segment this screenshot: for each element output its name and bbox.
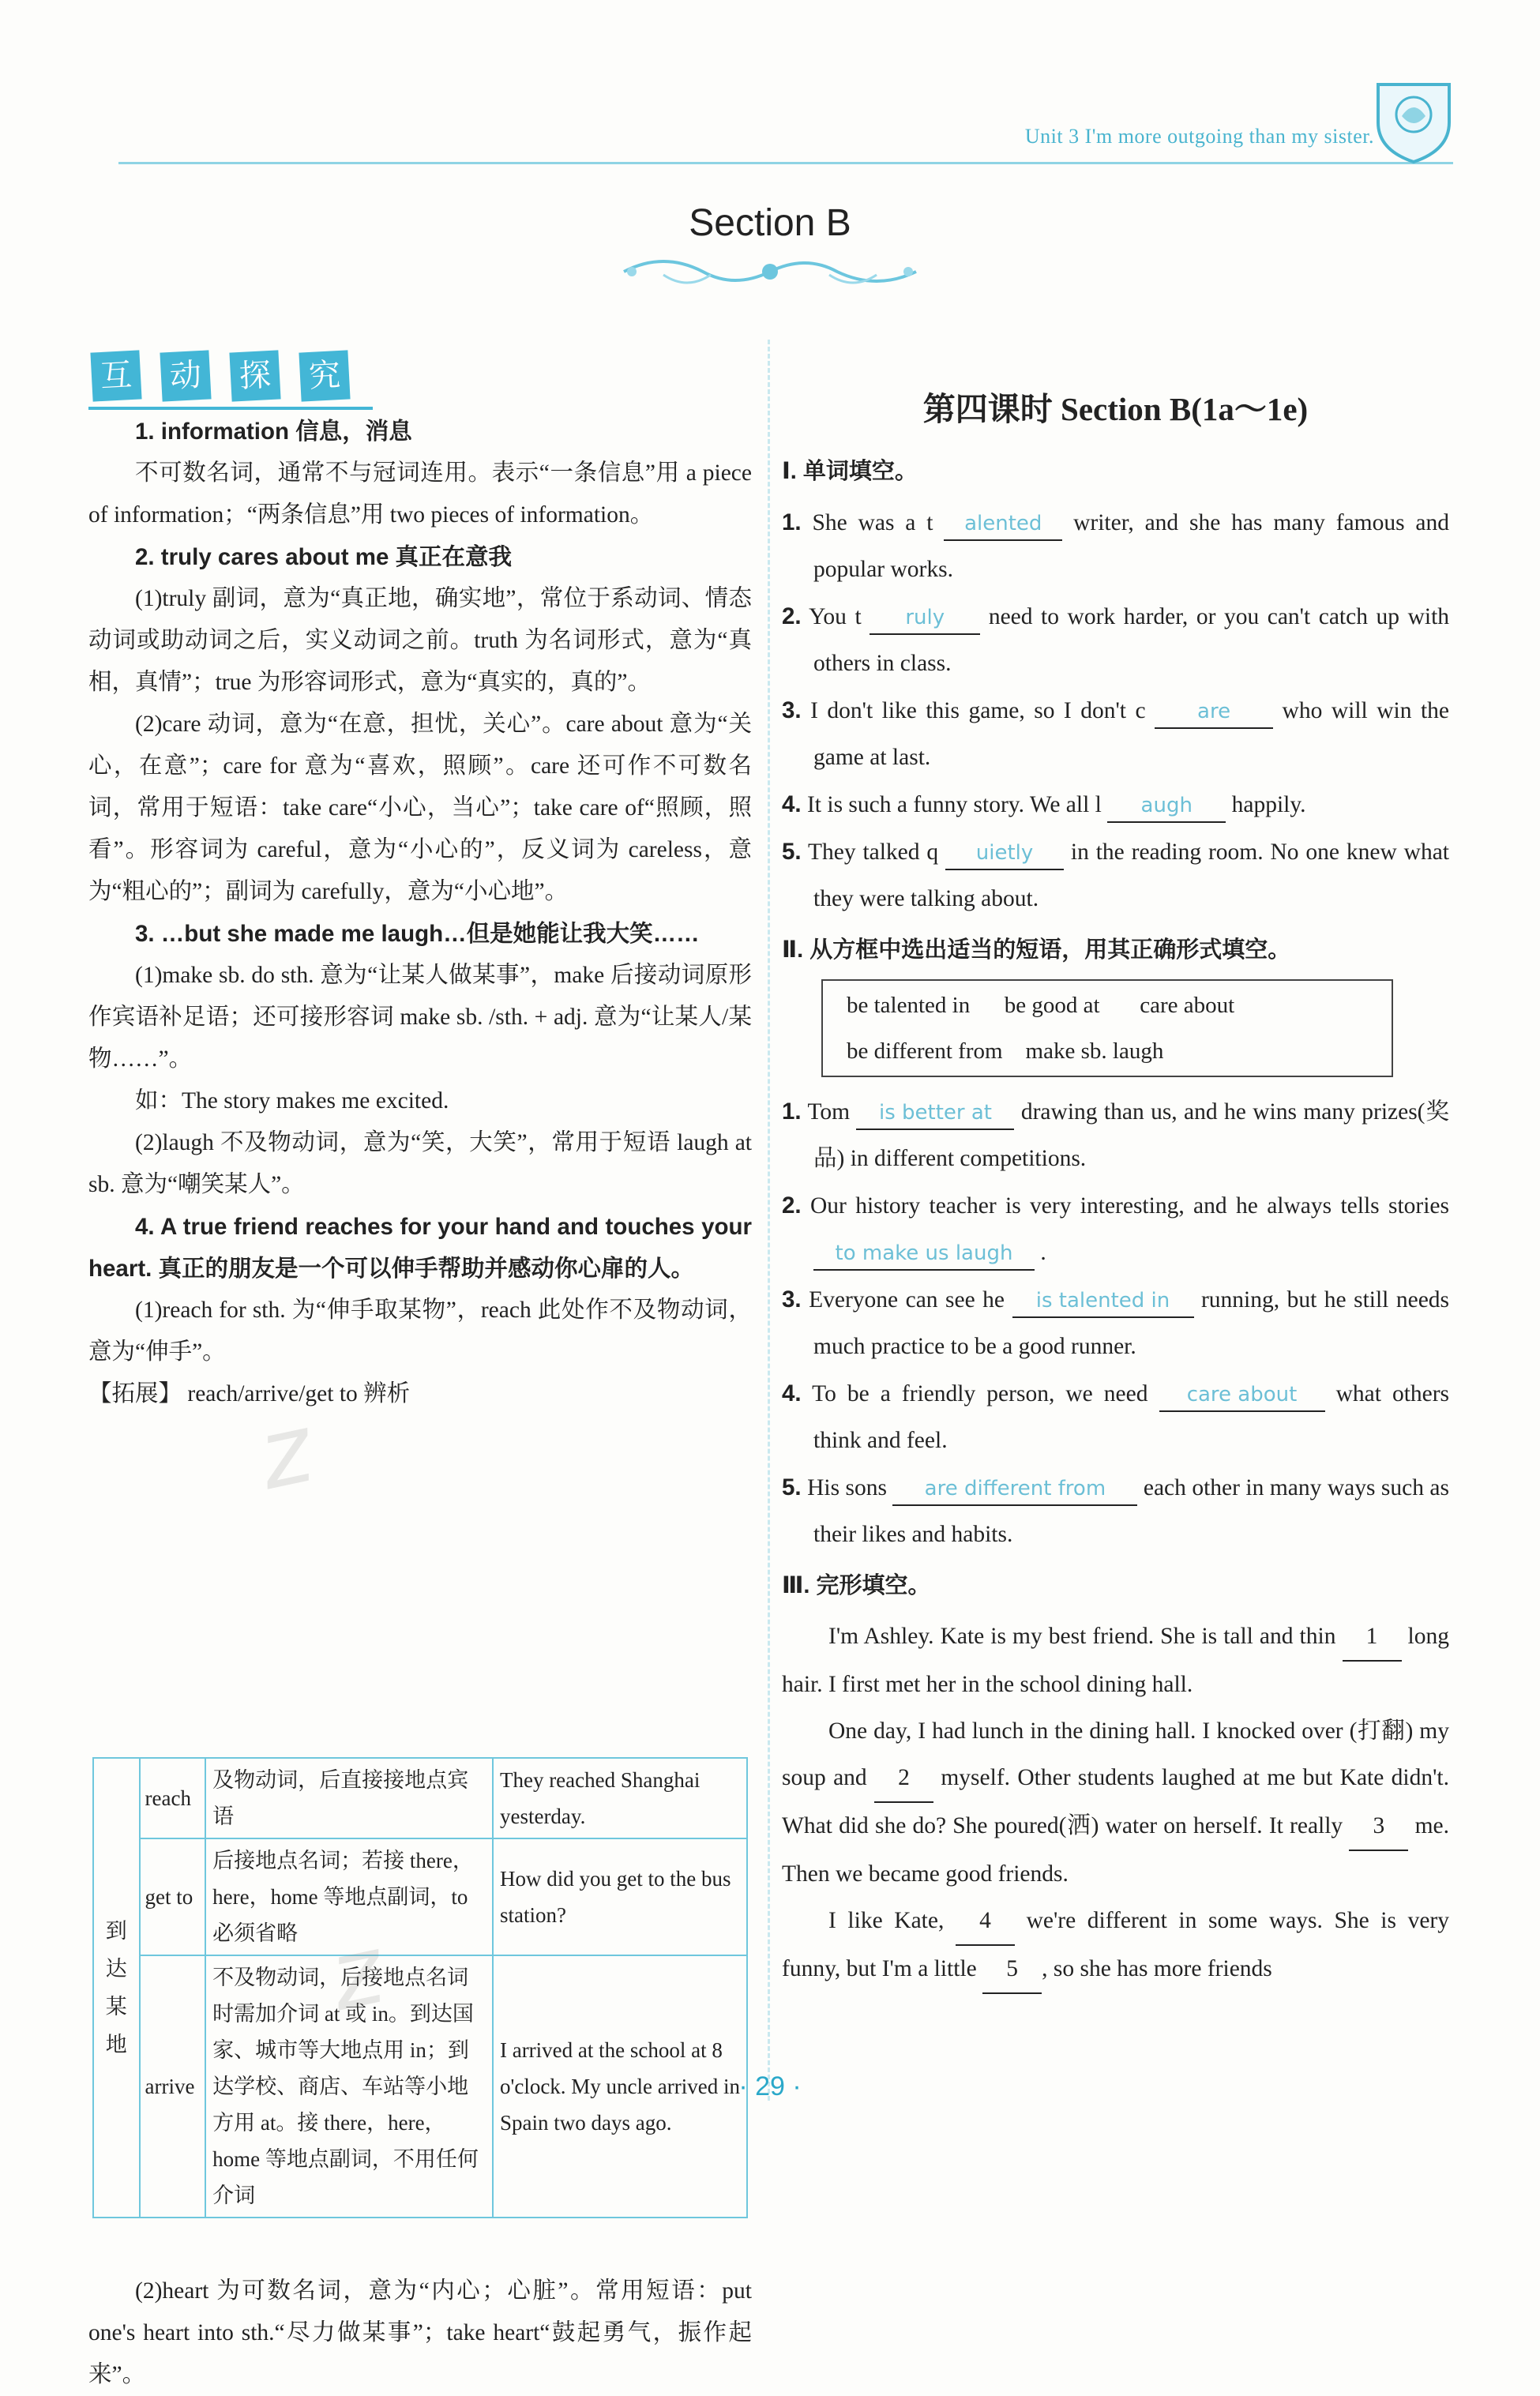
question-item <box>782 781 1449 828</box>
note-paragraph: 【拓展】 reach/arrive/get to 辨析 <box>88 1381 411 1406</box>
table-desc: 不及物动词，后接地点名词时需加介词 at 或 in。到达国家、城市等大地点用 in；到达学校、商店、车站等小地方用 at。接 there，here，home 等地点副词，不用任何介词 <box>205 1955 493 2218</box>
question-item <box>782 1370 1449 1464</box>
cloze-blank[interactable]: 2 <box>874 1755 933 1803</box>
cloze-blank[interactable]: 4 <box>956 1898 1015 1946</box>
watermark-mark: z <box>250 1393 321 1512</box>
note-heading: 2. truly cares about me 真正在意我 <box>135 544 513 570</box>
table-word: reach <box>140 1758 206 1838</box>
answer-blank[interactable]: to make us laugh <box>813 1237 1035 1271</box>
cloze-blank[interactable]: 1 <box>1343 1613 1402 1662</box>
note-paragraph: 不可数名词，通常不与冠词连用。表示“一条信息”用 a piece of information；“两条信息”用 two pieces of information。 <box>88 460 752 528</box>
exercise-column <box>782 383 1449 1994</box>
phrase-box-line: be different from make sb. laugh <box>847 1038 1164 1064</box>
question-text: happily. <box>1231 792 1306 817</box>
phrase-box-line: be talented in be good at care about <box>847 993 1235 1018</box>
question-number: 2. <box>782 1192 802 1219</box>
question-item <box>782 499 1449 593</box>
question-item <box>782 1276 1449 1370</box>
unit-header: Unit 3 I'm more outgoing than my sister. <box>1024 125 1374 148</box>
question-number: 3. <box>782 697 802 723</box>
question-text: what others think and feel. <box>813 1381 1450 1453</box>
table-example: How did you get to the bus station? <box>493 1838 747 1955</box>
question-number: 3. <box>782 1286 802 1313</box>
page-number: · 29 · <box>738 2071 802 2101</box>
answer-blank[interactable]: are different from <box>892 1473 1137 1506</box>
table-word: arrive <box>140 1955 206 2218</box>
lesson-title: 第四课时 Section B(1a～1e) <box>922 391 1309 427</box>
question-number: 2. <box>782 603 802 629</box>
explore-notes <box>88 411 752 1415</box>
question-number: 5. <box>782 1474 802 1500</box>
question-text: His sons <box>807 1475 887 1500</box>
question-text: who will win the game at last. <box>813 698 1449 770</box>
question-text: drawing than us, and he wins many prizes(奖品) in different competitions. <box>813 1099 1450 1171</box>
answer-blank[interactable]: is better at <box>856 1097 1014 1130</box>
part3-title: Ⅲ. 完形填空。 <box>782 1573 931 1598</box>
question-number: 4. <box>782 791 802 817</box>
note-heading: 4. A true friend reaches for your hand and touches your heart. 真正的朋友是一个可以伸手帮助并感动你心扉的人。 <box>88 1214 752 1282</box>
question-number: 4. <box>782 1380 802 1406</box>
question-item <box>782 1088 1449 1182</box>
question-text: running, but he still needs much practice to be a good runner. <box>813 1287 1450 1359</box>
table-desc: 及物动词，后直接接地点宾语 <box>205 1758 493 1838</box>
note-paragraph: 如：The story makes me excited. <box>135 1088 449 1114</box>
question-text: It is such a funny story. We all l <box>806 792 1102 817</box>
table-word: get to <box>140 1838 206 1955</box>
answer-blank[interactable]: are <box>1155 696 1273 729</box>
note-heading: 3. …but she made me laugh…但是她能让我大笑…… <box>135 921 700 947</box>
question-text: To be a friendly person, we need <box>812 1381 1148 1406</box>
answer-blank[interactable]: alented <box>944 508 1062 541</box>
word-fill-list <box>782 499 1449 922</box>
table-example: I arrived at the school at 8 o'clock. My uncle arrived in Spain two days ago. <box>493 1955 747 2218</box>
answer-blank[interactable]: uietly <box>945 837 1064 870</box>
note-paragraph: (2)care 动词，意为“在意，担忧，关心”。care about 意为“关心，在意”；care for 意为“喜欢，照顾”。care 还可作不可数名词，常用于短语：take care“小心，当心”；take care of“照顾，照看”。形容词为 careful，意为“小心的”，反义词为 careless，意为“粗心的”；副词为 carefully，意为“小心地”。 <box>88 712 752 904</box>
question-item <box>782 828 1449 922</box>
banner-char: 动 <box>160 350 211 401</box>
reach-arrive-get-table <box>92 1757 748 2218</box>
watermark-mark: z <box>321 1914 393 2034</box>
table-desc: 后接地点名词；若接 there，here，home 等地点副词，to 必须省略 <box>205 1838 493 1955</box>
decorative-flourish-icon <box>616 251 924 292</box>
answer-blank[interactable]: care about <box>1159 1379 1325 1412</box>
question-number: 1. <box>782 1098 802 1125</box>
note-paragraph: (1)make sb. do sth. 意为“让某人做某事”，make 后接动词原形作宾语补足语；还可接形容词 make sb. /sth. + adj. 意为“让某人/某物……”。 <box>88 963 752 1072</box>
answer-blank[interactable]: is talented in <box>1012 1285 1194 1318</box>
cloze-paragraph: One day, I had lunch in the dining hall. I knocked over (打翻) my soup and 2 myself. Other students laughed at me but Kate didn't. What did she do? She poured(洒) water on herself. It really 3 me. Then we became good friends. <box>782 1718 1450 1887</box>
question-text: in the reading room. No one knew what they were talking about. <box>813 839 1449 911</box>
question-text: need to work harder, or you can't catch up with others in class. <box>813 604 1450 676</box>
question-text: each other in many ways such as their likes and habits. <box>813 1475 1449 1547</box>
part1-title: Ⅰ. 单词填空。 <box>782 459 918 484</box>
question-text: . <box>1040 1240 1046 1265</box>
banner-char: 究 <box>299 350 350 401</box>
heart-note: (2)heart 为可数名词，意为“内心；心脏”。常用短语：put one's heart into sth.“尽力做某事”；take heart“鼓起勇气，振作起来”。 <box>88 2278 752 2387</box>
phrase-box <box>821 979 1393 1077</box>
question-number: 5. <box>782 839 802 865</box>
note-heading: 1. information 信息，消息 <box>135 419 412 445</box>
school-badge-icon <box>1370 75 1457 166</box>
cloze-paragraph: I'm Ashley. Kate is my best friend. She is tall and thin 1 long hair. I first met her in the school dining hall. <box>782 1613 1449 1708</box>
cloze-blank[interactable]: 3 <box>1349 1803 1408 1851</box>
question-text: They talked q <box>807 839 939 865</box>
phrase-fill-list <box>782 1088 1449 1558</box>
question-text: She was a t <box>812 510 933 535</box>
question-text: Our history teacher is very interesting, and he always tells stories <box>809 1193 1450 1219</box>
note-paragraph: (1)reach for sth. 为“伸手取某物”，reach 此处作不及物动词，意为“伸手”。 <box>88 1298 752 1365</box>
explore-banner <box>88 351 373 407</box>
part2-title: Ⅱ. 从方框中选出适当的短语，用其正确形式填空。 <box>782 937 1291 963</box>
question-text: Tom <box>807 1099 851 1125</box>
question-item <box>782 593 1449 687</box>
table-example: They reached Shanghai yesterday. <box>493 1758 747 1838</box>
answer-blank[interactable]: augh <box>1107 790 1226 823</box>
note-paragraph: (2)laugh 不及物动词，意为“笑，大笑”，常用于短语 laugh at sb. 意为“嘲笑某人”。 <box>88 1130 752 1197</box>
table-category: 到达某地 <box>93 1758 140 2218</box>
question-item <box>782 1182 1449 1276</box>
column-divider <box>768 340 770 2101</box>
question-text: I don't like this game, so I don't c <box>810 698 1146 723</box>
section-title: Section B <box>689 202 851 244</box>
note-paragraph: (1)truly 副词，意为“真正地，确实地”，常位于系动词、情态动词或助动词之后，实义动词之前。truth 为名词形式，意为“真相，真情”；true 为形容词形式，意为“真实的，真的”。 <box>88 586 752 695</box>
cloze-blank[interactable]: 5 <box>982 1946 1042 1994</box>
banner-char: 探 <box>229 350 280 401</box>
banner-char: 互 <box>90 350 141 401</box>
question-text: writer, and she has many famous and popular works. <box>813 510 1449 582</box>
question-text: Everyone can see he <box>809 1287 1005 1313</box>
question-item <box>782 687 1449 781</box>
question-item <box>782 1464 1449 1558</box>
question-number: 1. <box>782 509 802 535</box>
header-rule <box>118 162 1453 164</box>
answer-blank[interactable]: ruly <box>870 602 980 635</box>
cloze-paragraph: I like Kate, 4 we're different in some ways. She is very funny, but I'm a little 5 , so she has more friends <box>782 1898 1449 1994</box>
question-text: You t <box>809 604 862 629</box>
